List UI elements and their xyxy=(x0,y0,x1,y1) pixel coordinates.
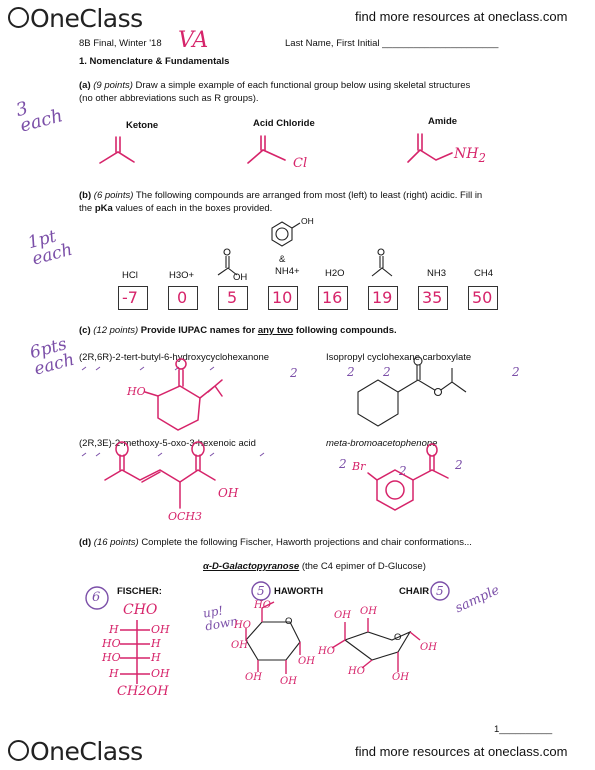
part-d-points: (16 points) xyxy=(93,537,139,548)
group-acid-chloride: Acid Chloride xyxy=(253,118,315,129)
promo-link[interactable]: find more resources at oneclass.com xyxy=(355,9,568,24)
haworth-score: 5 xyxy=(257,584,265,598)
iupac-name-1: (2R,6R)-2-tert-butyl-6-hydroxycyclohexanone xyxy=(79,352,270,363)
ampersand: & xyxy=(279,254,286,265)
part-c-text1: Provide IUPAC names for xyxy=(140,325,258,336)
pka-value-8: 50 xyxy=(472,288,493,307)
part-b-text2-post: values of each in the boxes provided. xyxy=(112,203,273,214)
fischer-bottom: CH2OH xyxy=(117,684,169,699)
fischer-r2-left: HO xyxy=(102,637,121,650)
score-mark-7: 2 xyxy=(455,458,463,472)
haworth-ring-o: O xyxy=(285,616,293,627)
haworth-label-2: HO xyxy=(234,620,251,631)
part-b-margin-note: 1pt each xyxy=(25,226,75,270)
pka-value-5: 16 xyxy=(322,288,343,307)
footer-promo-link[interactable]: find more resources at oneclass.com xyxy=(355,744,568,759)
amide-nh-text: NH xyxy=(454,146,479,162)
compound-nh3: NH3 xyxy=(427,268,447,279)
part-c-text2: following compounds. xyxy=(293,325,397,336)
part-b-pka-word: pKa xyxy=(94,203,113,214)
iupac-name-4: meta-bromoacetophenone xyxy=(326,438,438,449)
pka-value-6: 19 xyxy=(372,288,393,307)
haworth-label-3: OH xyxy=(245,672,262,683)
score-mark-5: 2 xyxy=(339,457,347,471)
compound-h2o: H2O xyxy=(325,268,345,279)
pka-value-2: 0 xyxy=(177,288,188,307)
chair-note: sample xyxy=(453,582,502,617)
chair-label-6: OH xyxy=(420,642,437,653)
score-mark-4: 2 xyxy=(512,365,520,379)
chair-ring-o: O xyxy=(394,632,402,643)
part-a-points: (9 points) xyxy=(93,80,133,91)
footer-oneclass-logo xyxy=(8,737,143,766)
score-mark-2: 2 xyxy=(347,365,355,379)
fischer-label: FISCHER: xyxy=(117,586,162,597)
compound-ch4: CH4 xyxy=(474,268,494,279)
chair-label-5: OH xyxy=(392,672,409,683)
compound-h3o: H3O+ xyxy=(169,270,195,281)
iupac-name-2: Isopropyl cyclohexane carboxylate xyxy=(326,352,472,363)
pka-value-4: 10 xyxy=(272,288,293,307)
haworth-label: HAWORTH xyxy=(274,586,324,597)
part-b-points: (6 points) xyxy=(93,190,134,201)
group-ketone: Ketone xyxy=(126,120,159,131)
fischer-r4-left: H xyxy=(109,667,119,680)
pka-value-7: 35 xyxy=(422,288,443,307)
part-b-text1: The following compounds are arranged from most (left) to least (right) acidic. Fill in xyxy=(135,190,483,201)
fischer-r1-right: OH xyxy=(151,623,170,636)
compound-hcl: HCl xyxy=(122,270,138,281)
fischer-r2-right: H xyxy=(151,637,161,650)
acid-chloride-cl: Cl xyxy=(293,156,308,171)
part-d-label: (d) xyxy=(79,537,92,548)
haworth-label-6: OH xyxy=(231,640,248,651)
part-c-margin-note: 6pts each xyxy=(27,334,77,380)
page-number-text: 1 xyxy=(494,724,500,735)
haworth-label-5: OH xyxy=(298,656,315,667)
haworth-label-1: HO xyxy=(254,600,271,611)
score-mark-1: 2 xyxy=(290,366,298,380)
fischer-r3-left: HO xyxy=(102,651,121,664)
footer-logo-text: OneClass xyxy=(30,737,143,766)
part-a-text2: (no other abbreviations such as R groups). xyxy=(79,93,259,104)
fischer-r3-right: H xyxy=(151,651,161,664)
compound-nh4: NH4+ xyxy=(275,266,300,277)
fischer-top: CHO xyxy=(123,602,158,618)
pka-value-3: 5 xyxy=(227,288,238,307)
fischer-score: 6 xyxy=(92,590,101,605)
methoxy-label: OCH3 xyxy=(168,510,203,523)
haworth-note: up! down xyxy=(201,603,239,634)
bromo-label: Br xyxy=(352,460,366,473)
part-a-label: (a) xyxy=(79,80,91,91)
chair-label-2: OH xyxy=(360,606,377,617)
part-d-text: Complete the following Fischer, Haworth projections and chair conformations... xyxy=(141,537,472,548)
part-a-text1: Draw a simple example of each functional group below using skeletal structures xyxy=(135,80,471,91)
part-c-points: (12 points) xyxy=(93,325,139,336)
galactopyranose-note: (the C4 epimer of D-Glucose) xyxy=(301,561,426,572)
pka-value-1: -7 xyxy=(122,288,138,307)
acid-oh-label: OH xyxy=(218,486,239,500)
page-number: 1__________ xyxy=(494,724,553,735)
score-mark-3: 2 xyxy=(383,365,391,379)
chair-label-4: HO xyxy=(348,666,365,677)
chair-label-3: HO xyxy=(318,646,335,657)
version-mark: VA xyxy=(178,28,209,53)
fischer-r4-right: OH xyxy=(151,667,170,680)
iupac-name-3: (2R,3E)-2-methoxy-5-oxo-3-hexenoic acid xyxy=(79,438,256,449)
cyclohexanone-ho: HO xyxy=(127,385,146,398)
logo-text: OneClass xyxy=(30,4,143,33)
chair-label-1: OH xyxy=(334,610,351,621)
compound-acetic-oh: OH xyxy=(233,272,248,283)
footer-logo-circle-icon xyxy=(8,740,29,761)
part-b-text2-pre: the xyxy=(79,203,95,214)
group-amide: Amide xyxy=(428,116,458,127)
part-a-margin-note: 3 each xyxy=(13,97,65,137)
galactopyranose-name: α-D-Galactopyranose xyxy=(203,561,300,572)
section-heading: 1. Nomenclature & Fundamentals xyxy=(79,56,230,67)
score-mark-6: 2 xyxy=(399,464,407,478)
amide-nh-sub: 2 xyxy=(478,150,486,165)
exam-title: 8B Final, Winter '18 xyxy=(79,38,162,49)
part-c-label: (c) xyxy=(79,325,91,336)
haworth-label-4: OH xyxy=(280,676,297,687)
chair-score: 5 xyxy=(436,584,444,598)
phenol-oh-label: OH xyxy=(301,216,314,226)
chair-label: CHAIR xyxy=(399,586,430,597)
fischer-r1-left: H xyxy=(109,623,119,636)
name-field-label[interactable]: Last Name, First Initial ______________________ xyxy=(285,38,499,49)
part-b-label: (b) xyxy=(79,190,92,201)
part-c-any-two: any two xyxy=(257,325,294,336)
